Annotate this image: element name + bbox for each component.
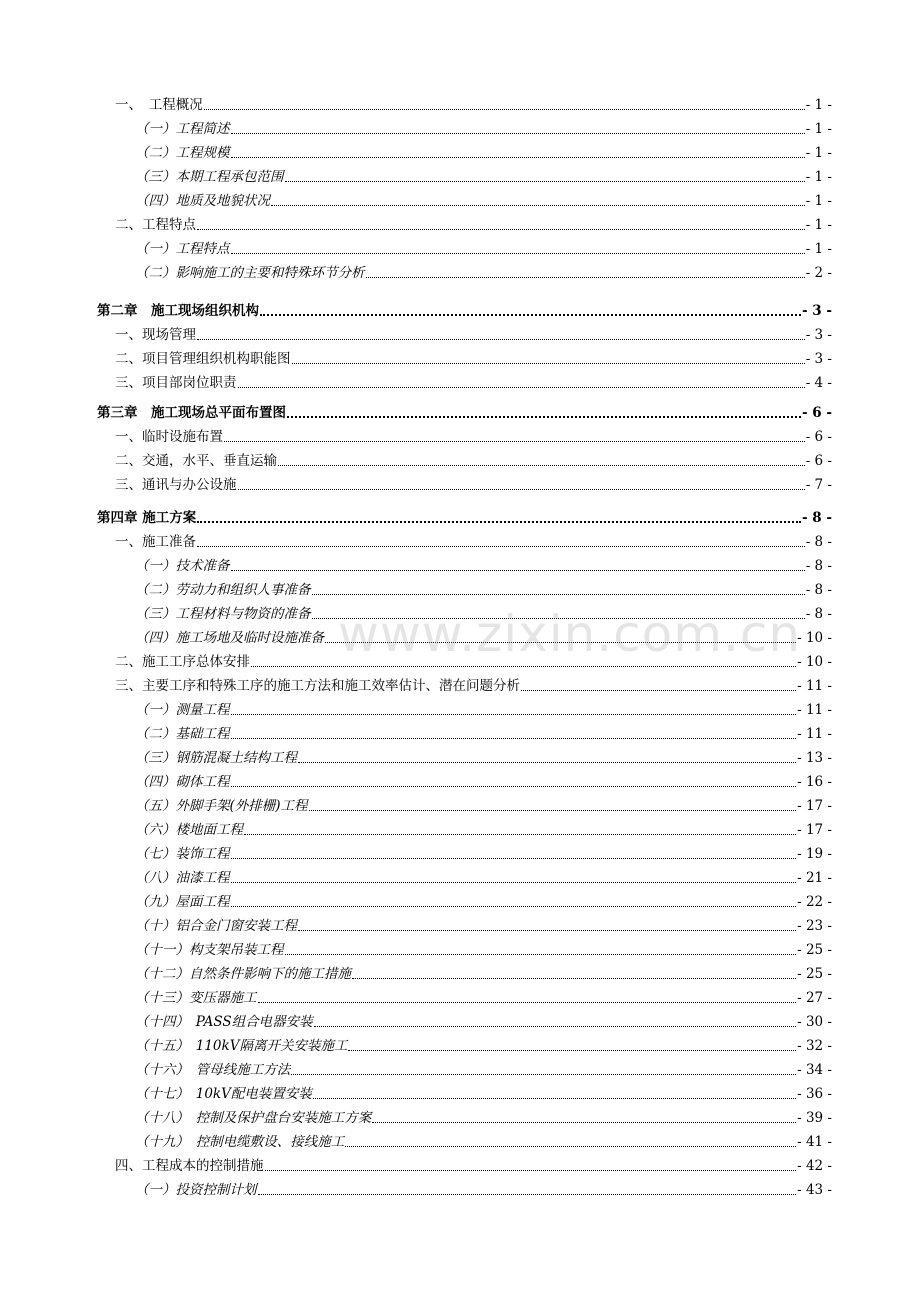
toc-page-number: - 25 -	[797, 966, 832, 982]
toc-section-entry[interactable]	[115, 91, 832, 113]
toc-page-number: - 6 -	[805, 429, 832, 445]
toc-page-number: - 1 -	[805, 169, 832, 185]
toc-subsection-entry[interactable]	[135, 720, 832, 742]
toc-subsection-entry[interactable]	[135, 163, 832, 185]
toc-subsection-entry[interactable]	[135, 1080, 832, 1102]
toc-subsection-entry[interactable]	[135, 139, 832, 161]
toc-entry-title: （一）工程特点	[135, 241, 230, 257]
toc-entry-title: 一、现场管理	[115, 327, 196, 343]
dot-leader	[285, 954, 797, 955]
toc-page-number: - 4 -	[805, 375, 832, 391]
toc-page-number: - 30 -	[797, 1014, 832, 1030]
toc-entry-title: （一）测量工程	[135, 702, 230, 718]
toc-entry-title: （九）屋面工程	[135, 894, 230, 910]
dot-leader	[197, 229, 805, 230]
toc-entry-title: （八）油漆工程	[135, 870, 230, 886]
dot-leader	[298, 762, 796, 763]
toc-page-number: - 8 -	[805, 606, 832, 622]
toc-page-number: - 1 -	[805, 241, 832, 257]
dot-leader	[231, 786, 797, 787]
toc-page-number: - 8 -	[805, 582, 832, 598]
toc-page-number: - 1 -	[805, 193, 832, 209]
toc-page-number: - 1 -	[805, 217, 832, 233]
toc-entry-title: （十七） 10kV配电装置安装	[135, 1086, 312, 1102]
dot-leader	[345, 1146, 796, 1147]
dot-leader	[204, 109, 805, 110]
dot-leader	[298, 930, 796, 931]
toc-page-number: - 41 -	[797, 1134, 832, 1150]
toc-page-number: - 16 -	[797, 774, 832, 790]
toc-entry-title: 第二章 施工现场组织机构	[97, 303, 259, 319]
dot-leader	[258, 1002, 797, 1003]
toc-page-number: - 21 -	[797, 870, 832, 886]
toc-page-number: - 17 -	[797, 798, 832, 814]
toc-section-entry[interactable]	[115, 1152, 832, 1174]
toc-subsection-entry[interactable]	[135, 696, 832, 718]
toc-entry-title: 一、 工程概况	[115, 97, 203, 113]
toc-entry-title: （十六） 管母线施工方法	[135, 1062, 291, 1078]
toc-entry-title: 二、交通，水平、垂直运输	[115, 453, 277, 469]
toc-entry-title: （二）工程规模	[135, 145, 230, 161]
toc-entry-title: （三）本期工程承包范围	[135, 169, 284, 185]
dot-leader	[197, 546, 805, 547]
toc-subsection-entry[interactable]	[135, 115, 832, 137]
dot-leader	[312, 618, 805, 619]
dot-leader	[231, 738, 797, 739]
toc-subsection-entry[interactable]	[135, 936, 832, 958]
toc-entry-title: （一）投资控制计划	[135, 1182, 257, 1198]
toc-entry-title: （十五） 110kV隔离开关安装施工	[135, 1038, 348, 1054]
toc-entry-title: （一）技术准备	[135, 558, 230, 574]
dot-leader	[265, 1170, 797, 1171]
toc-page-number: - 6 -	[805, 453, 832, 469]
toc-page-number: - 11 -	[797, 702, 832, 718]
dot-leader	[372, 1122, 796, 1123]
dot-leader	[348, 1050, 796, 1051]
toc-subsection-entry[interactable]	[135, 235, 832, 257]
toc-page-number: - 39 -	[797, 1110, 832, 1126]
toc-page-number: - 19 -	[797, 846, 832, 862]
toc-subsection-entry[interactable]	[135, 187, 832, 209]
toc-page-number: - 1 -	[805, 121, 832, 137]
toc-entry-title: 一、施工准备	[115, 534, 196, 550]
toc-page-number: - 2 -	[805, 265, 832, 281]
toc-entry-title: （十）铝合金门窗安装工程	[135, 918, 297, 934]
toc-page-number: - 13 -	[797, 750, 832, 766]
toc-entry-title: （四）施工场地及临时设施准备	[135, 630, 324, 646]
toc-page-number: - 3 -	[805, 327, 832, 343]
toc-subsection-entry[interactable]	[135, 960, 832, 982]
dot-leader	[271, 205, 805, 206]
toc-subsection-entry[interactable]	[135, 984, 832, 1006]
toc-page-number: - 11 -	[797, 726, 832, 742]
toc-subsection-entry[interactable]	[135, 816, 832, 838]
toc-entry-title: （二）影响施工的主要和特殊环节分析	[135, 265, 365, 281]
toc-section-entry[interactable]	[115, 471, 832, 493]
toc-page-number: - 1 -	[805, 97, 832, 113]
toc-page-number: - 25 -	[797, 942, 832, 958]
toc-chapter-entry[interactable]	[97, 504, 832, 526]
toc-entry-title: 二、项目管理组织机构职能图	[115, 351, 291, 367]
toc-entry-title: 一、临时设施布置	[115, 429, 223, 445]
dot-leader	[244, 834, 796, 835]
toc-entry-title: （四）砌体工程	[135, 774, 230, 790]
dot-leader	[224, 441, 805, 442]
toc-subsection-entry[interactable]	[135, 1056, 832, 1078]
toc-page-number: - 8 -	[802, 510, 832, 526]
dot-leader	[251, 666, 796, 667]
toc-page-number: - 7 -	[805, 477, 832, 493]
toc-section-entry[interactable]	[115, 447, 832, 469]
toc-subsection-entry[interactable]	[135, 912, 832, 934]
dot-leader	[292, 363, 805, 364]
toc-subsection-entry[interactable]	[135, 840, 832, 862]
dot-leader	[238, 387, 805, 388]
toc-page-number: - 10 -	[797, 630, 832, 646]
dot-leader	[258, 1194, 797, 1195]
toc-subsection-entry[interactable]	[135, 552, 832, 574]
toc-subsection-entry[interactable]	[135, 744, 832, 766]
dot-leader	[231, 906, 797, 907]
toc-entry-title: （十四） PASS组合电器安装	[135, 1014, 313, 1030]
toc-entry-title: 第三章 施工现场总平面布置图	[97, 405, 286, 421]
watermark: www.zixin.com.cn	[338, 605, 802, 663]
dot-leader	[238, 489, 805, 490]
dot-leader	[312, 594, 805, 595]
dot-leader	[278, 465, 805, 466]
toc-entry-title: （七）装饰工程	[135, 846, 230, 862]
toc-section-entry[interactable]	[115, 321, 832, 343]
toc-page-number: - 3 -	[805, 351, 832, 367]
toc-page-number: - 36 -	[797, 1086, 832, 1102]
toc-page-number: - 17 -	[797, 822, 832, 838]
toc-subsection-entry[interactable]	[135, 1128, 832, 1150]
dot-leader	[231, 133, 805, 134]
toc-entry-title: （三）工程材料与物资的准备	[135, 606, 311, 622]
toc-page-number: - 10 -	[797, 654, 832, 670]
toc-page-number: - 8 -	[805, 558, 832, 574]
toc-entry-title: （十九） 控制电缆敷设、接线施工	[135, 1134, 345, 1150]
toc-entry-title: （三）钢筋混凝土结构工程	[135, 750, 297, 766]
toc-entry-title: 四、工程成本的控制措施	[115, 1158, 264, 1174]
toc-entry-title: 第四章 施工方案	[97, 510, 197, 526]
toc-section-entry[interactable]	[115, 672, 832, 694]
toc-entry-title: （六）楼地面工程	[135, 822, 243, 838]
toc-section-entry[interactable]	[115, 648, 832, 670]
toc-subsection-entry[interactable]	[135, 1104, 832, 1126]
toc-page-number: - 8 -	[805, 534, 832, 550]
toc-entry-title: （十一）构支架吊装工程	[135, 942, 284, 958]
dot-leader	[197, 521, 801, 523]
toc-subsection-entry[interactable]	[135, 576, 832, 598]
toc-subsection-entry[interactable]	[135, 1008, 832, 1030]
dot-leader	[231, 882, 797, 883]
toc-entry-title: （一）工程简述	[135, 121, 230, 137]
toc-entry-title: 二、工程特点	[115, 217, 196, 233]
toc-subsection-entry[interactable]	[135, 768, 832, 790]
toc-page-number: - 3 -	[802, 303, 832, 319]
toc-page-number: - 43 -	[797, 1182, 832, 1198]
toc-entry-title: （十八） 控制及保护盘台安装施工方案	[135, 1110, 372, 1126]
toc-section-entry[interactable]	[115, 423, 832, 445]
toc-entry-title: 二、施工工序总体安排	[115, 654, 250, 670]
toc-section-entry[interactable]	[115, 369, 832, 391]
toc-subsection-entry[interactable]	[135, 600, 832, 622]
dot-leader	[325, 642, 796, 643]
toc-page-number: - 34 -	[797, 1062, 832, 1078]
toc-entry-title: 三、通讯与办公设施	[115, 477, 237, 493]
toc-section-entry[interactable]	[115, 345, 832, 367]
dot-leader	[313, 1098, 796, 1099]
toc-page-number: - 22 -	[797, 894, 832, 910]
toc-entry-title: （二）劳动力和组织人事准备	[135, 582, 311, 598]
toc-page-number: - 32 -	[797, 1038, 832, 1054]
dot-leader	[285, 181, 805, 182]
toc-chapter-entry[interactable]	[97, 297, 832, 319]
toc-subsection-entry[interactable]	[135, 888, 832, 910]
toc-page-number: - 11 -	[797, 678, 832, 694]
toc-subsection-entry[interactable]	[135, 792, 832, 814]
toc-entry-title: （五）外脚手架(外排栅)工程	[135, 798, 308, 814]
toc-page-number: - 42 -	[797, 1158, 832, 1174]
toc-subsection-entry[interactable]	[135, 864, 832, 886]
toc-page-number: - 23 -	[797, 918, 832, 934]
dot-leader	[309, 810, 797, 811]
dot-leader	[521, 690, 796, 691]
dot-leader	[287, 416, 801, 418]
toc-page-number: - 6 -	[802, 405, 832, 421]
toc-entry-title: （十二）自然条件影响下的施工措施	[135, 966, 351, 982]
dot-leader	[291, 1074, 796, 1075]
dot-leader	[231, 858, 797, 859]
toc-entry-title: （四）地质及地貌状况	[135, 193, 270, 209]
toc-section-entry[interactable]	[115, 211, 832, 233]
toc-page-number: - 1 -	[805, 145, 832, 161]
toc-entry-title: （二）基础工程	[135, 726, 230, 742]
dot-leader	[231, 157, 805, 158]
toc-entry-title: （十三）变压器施工	[135, 990, 257, 1006]
toc-section-entry[interactable]	[115, 528, 832, 550]
dot-leader	[352, 978, 796, 979]
toc-subsection-entry[interactable]	[135, 1032, 832, 1054]
toc-subsection-entry[interactable]	[135, 1176, 832, 1198]
toc-entry-title: 三、项目部岗位职责	[115, 375, 237, 391]
dot-leader	[197, 339, 805, 340]
dot-leader	[314, 1026, 797, 1027]
toc-page-number: - 27 -	[797, 990, 832, 1006]
toc-subsection-entry[interactable]	[135, 259, 832, 281]
dot-leader	[231, 253, 805, 254]
dot-leader	[231, 714, 797, 715]
dot-leader	[366, 277, 805, 278]
toc-subsection-entry[interactable]	[135, 624, 832, 646]
toc-entry-title: 三、主要工序和特殊工序的施工方法和施工效率估计、潜在问题分析	[115, 678, 520, 694]
dot-leader	[260, 314, 801, 316]
dot-leader	[231, 570, 805, 571]
toc-chapter-entry[interactable]	[97, 399, 832, 421]
